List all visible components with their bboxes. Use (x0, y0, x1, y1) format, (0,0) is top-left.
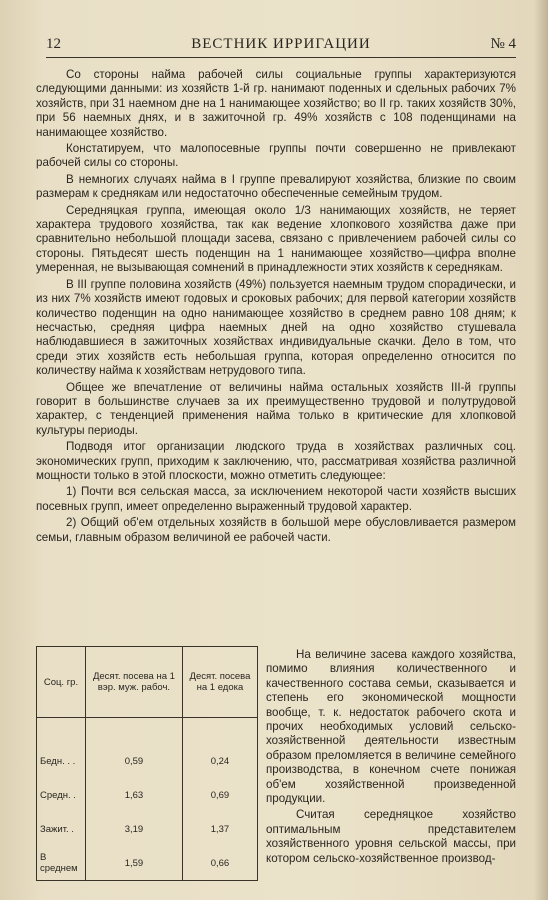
table-row (37, 778, 258, 812)
paragraph: В немногих случаях найма в I группе превалируют хозяйства, близкие по своим размерам к среднякам или недостаточно обеспеченные семейным трудом. (36, 172, 516, 201)
per-eater-cell: 0,24 (182, 744, 257, 778)
col-header-per-worker: Десят. посева на 1 вэр. муж. рабоч. (85, 647, 182, 718)
col-header-group: Соц. гр. (37, 647, 86, 718)
paragraph: Со стороны найма рабочей силы социальные группы характеризуются следующими данными: из хозяйств 1-й гр. нанимают поденных и сдельных рабочих 7% хозяйств, при 31 наемном дне на 1 нанимающее хозяйство; во II гр. таких хозяйств 30%, при 56 наемных днях, и в зажиточной гр. 49% хозяйств с 108 поденщинами на нанимающее хозяйство. (36, 68, 516, 139)
page-number: 12 (46, 36, 61, 52)
per-worker-cell: 3,19 (85, 812, 182, 846)
side-text (266, 648, 516, 868)
per-eater-cell: 0,66 (182, 846, 257, 881)
journal-title: ВЕСТНИК ИРРИГАЦИИ (191, 36, 371, 52)
group-cell: Средн. . (37, 778, 86, 812)
lower-section (36, 646, 516, 896)
table-row (37, 812, 258, 846)
per-worker-cell: 0,59 (85, 744, 182, 778)
table-row (37, 846, 258, 881)
page-edge-shadow (534, 0, 548, 900)
group-cell: В среднем (37, 846, 86, 881)
sowing-table (36, 646, 258, 881)
table-row (37, 744, 258, 778)
per-eater-cell: 0,69 (182, 778, 257, 812)
paragraph: Общее же впечатление от величины найма остальных хозяйств III-й группы говорит в большинстве случаев за их преимущественно трудовой и полутрудовой характер, с тенденцией применения найма только в критические для хлопковой культуры периоды. (36, 380, 516, 437)
group-cell: Зажит. . (37, 812, 86, 846)
per-worker-cell: 1,59 (85, 846, 182, 881)
main-text (36, 68, 516, 547)
running-header (46, 36, 516, 56)
paragraph: Считая середняцкое хозяйство оптимальным представителем хозяйственного уровня сельской массы, при котором сельско-хозяйственное производ- (266, 808, 516, 865)
paragraph: Констатируем, что малопосевные группы почти совершенно не привлекают рабочей силы со стороны. (36, 142, 516, 170)
paragraph: 1) Почти вся сельская масса, за исключением некоторой части хозяйств высших посевных групп, имеет определенно выраженный трудовой характер. (36, 485, 516, 513)
header-rule (46, 57, 516, 58)
paragraph: Подводя итог организации людского труда в хозяйствах различных соц. экономических групп, приходим к заключению, что, рассматривая хозяйства различной мощности только в этой плоскости, можно отметить следующее: (36, 440, 516, 482)
table-header-row (37, 647, 258, 718)
group-cell: Бедн. . . (37, 744, 86, 778)
col-header-per-eater: Десят. посева на 1 едока (182, 647, 257, 718)
paragraph: Середняцкая группа, имеющая около 1/3 нанимающих хозяйств, не теряет характера трудового хозяйства, так как ведение хлопкового хозяйства даже при сравнительно небольшой площади засева, связано с привлечением рабочей силы со стороны. Пятьдесят шесть поденщин на 1 нанимающее хозяйство—цифра вполне умеренная, не вызывающая сомнений в принадлежности этих хозяйств к середнякам. (36, 203, 516, 275)
table-spacer-row (37, 718, 258, 745)
per-worker-cell: 1,63 (85, 778, 182, 812)
paragraph: 2) Общий об'ем отдельных хозяйств в большой мере обусловливается размером семьи, главным образом величиной ее рабочей части. (36, 516, 516, 544)
issue-number: № 4 (490, 36, 516, 52)
paragraph: В III группе половина хозяйств (49%) пользуется наемным трудом спорадически, и из них 7% хозяйств имеют годовых и сроковых рабочих; для первой категории хозяйств количество поденщин на одно нанимающее хозяйство в среднем равно 108 дням; к несчастью, средняя цифра наемных дней на одно хозяйство стушевала наблюдавшиеся в зажиточных хозяйствах индивидуальные скачки. Дело в том, что среди этих хозяйств есть небольшая группа, которая определенно относится по количеству найма к хозяйствам нетрудового типа. (36, 277, 516, 378)
per-eater-cell: 1,37 (182, 812, 257, 846)
paragraph: На величине засева каждого хозяйства, помимо влияния количественного и качественного состава семьи, сказывается и степень его экономической мощности вообще, т. к. недостаток рабочего скота и прочих необходимых условий сельско-хозяйственной деятельности известным образом преломляется в величине семейного производства, в конечном счете понижая об'ем хозяйственной произведенной продукции. (266, 648, 516, 806)
